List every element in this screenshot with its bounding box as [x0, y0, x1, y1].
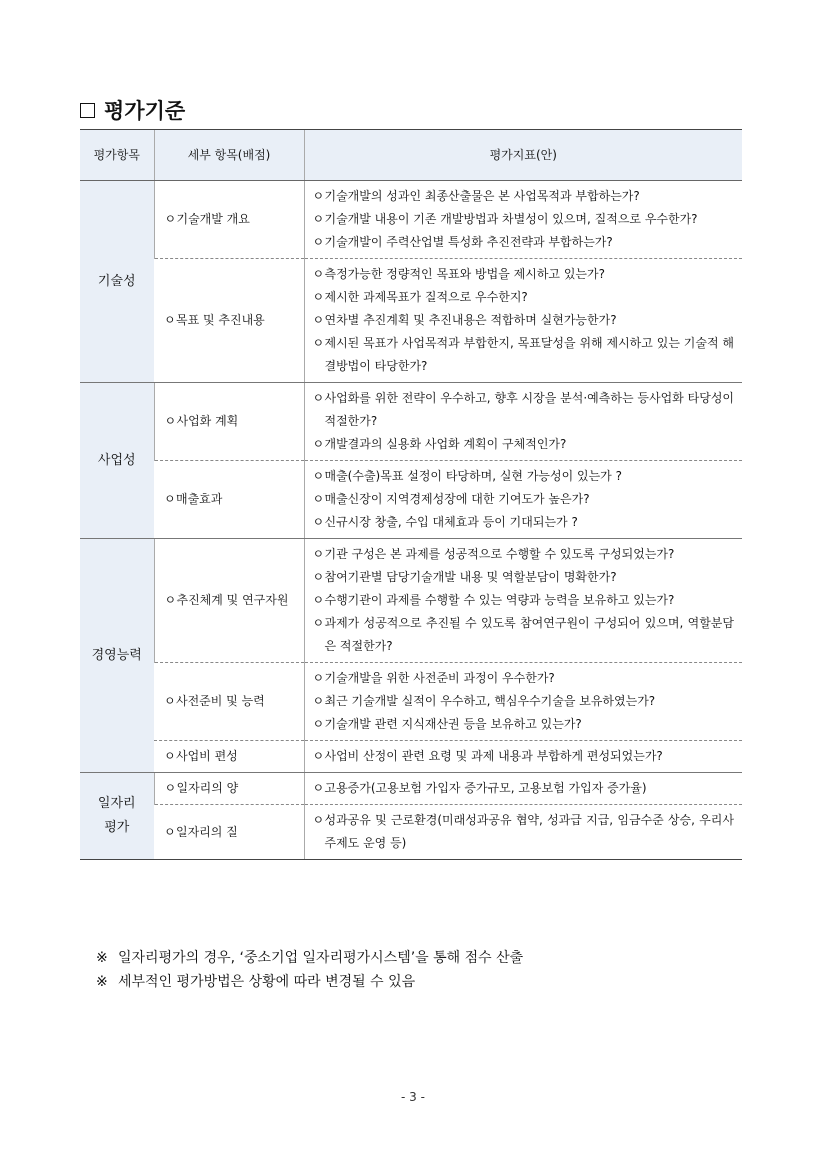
indicator: 사업비 산정이 관련 요령 및 과제 내용과 부합하게 편성되었는가? — [324, 749, 663, 763]
indicator-list: ㅇ 기술개발의 성과인 최종산출물은 본 사업목적과 부합하는가? ㅇ 기술개발 내용이 기존 개발방법과 차별성이 있으며, 질적으로 우수한가? ㅇ 기술개발이 주력산업별 특성화 추진전략과 부합하는가? — [304, 181, 742, 259]
indicator-list: ㅇ 고용증가(고용보험 가입자 증가규모, 고용보험 가입자 증가율) — [304, 773, 742, 805]
indicator: 수행기관이 과제를 수행할 수 있는 역량과 능력을 보유하고 있는가? — [324, 593, 675, 607]
indicator: 개발결과의 실용화 사업화 계획이 구체적인가? — [324, 437, 567, 451]
table-header-row — [80, 130, 742, 181]
indicator: 기관 구성은 본 과제를 성공적으로 수행할 수 있도록 구성되었는가? — [324, 547, 675, 561]
detail-item: ㅇ 추진체계 및 연구자원 — [154, 539, 304, 663]
detail-item: ㅇ 사업화 계획 — [154, 383, 304, 461]
indicator: 기술개발 내용이 기존 개발방법과 차별성이 있으며, 질적으로 우수한가? — [324, 212, 698, 226]
table-row — [80, 181, 742, 259]
category-job: 일자리 평가 — [80, 773, 154, 860]
detail-item: ㅇ 사전준비 및 능력 — [154, 663, 304, 741]
detail-item: ㅇ 일자리의 질 — [154, 805, 304, 860]
reference-mark-icon: ※ — [96, 974, 108, 990]
detail-item: ㅇ 매출효과 — [154, 461, 304, 539]
header-indicator: 평가지표(안) — [304, 130, 742, 181]
table-row — [80, 383, 742, 461]
indicator-list: ㅇ 성과공유 및 근로환경(미래성과공유 협약, 성과급 지급, 임금수준 상승, 우리사주제도 운영 등) — [304, 805, 742, 860]
indicator: 과제가 성공적으로 추진될 수 있도록 참여연구원이 구성되어 있으며, 역할분담은 적절한가? — [324, 616, 734, 653]
indicator: 사업화를 위한 전략이 우수하고, 향후 시장을 분석·예측하는 등사업화 타당성이 적절한가? — [324, 391, 734, 428]
section-title-text: 평가기준 — [104, 99, 186, 123]
indicator: 연차별 추진계획 및 추진내용은 적합하며 실현가능한가? — [324, 313, 617, 327]
evaluation-criteria-table — [80, 129, 742, 860]
indicator: 기술개발을 위한 사전준비 과정이 우수한가? — [324, 671, 555, 685]
indicator: 참여기관별 담당기술개발 내용 및 역할분담이 명확한가? — [324, 570, 617, 584]
reference-mark-icon: ※ — [96, 950, 108, 966]
section-title — [80, 95, 185, 125]
indicator: 기술개발 관련 지식재산권 등을 보유하고 있는가? — [324, 717, 582, 731]
category-mgmt: 경영능력 — [80, 539, 154, 773]
indicator-list: ㅇ 기관 구성은 본 과제를 성공적으로 수행할 수 있도록 구성되었는가? ㅇ 참여기관별 담당기술개발 내용 및 역할분담이 명확한가? ㅇ 수행기관이 과제를 수행할 수 있는 역량과 능력을 보유하고 있는가? ㅇ 과제가 성공적으로 추진될 수 있도록 참여연구원이 구성되어 있으며, 역할분담은 적절한가? — [304, 539, 742, 663]
indicator: 매출(수출)목표 설정이 타당하며, 실현 가능성이 있는가 ? — [324, 469, 622, 483]
notes — [96, 946, 523, 994]
indicator: 매출신장이 지역경제성장에 대한 기여도가 높은가? — [324, 492, 590, 506]
table-row — [80, 461, 742, 539]
detail-item: ㅇ 일자리의 양 — [154, 773, 304, 805]
indicator-list: ㅇ 기술개발을 위한 사전준비 과정이 우수한가? ㅇ 최근 기술개발 실적이 우수하고, 핵심우수기술을 보유하였는가? ㅇ 기술개발 관련 지식재산권 등을 보유하고 있는가? — [304, 663, 742, 741]
header-category: 평가항목 — [80, 130, 154, 181]
indicator: 제시된 목표가 사업목적과 부합한지, 목표달성을 위해 제시하고 있는 기술적 해결방법이 타당한가? — [324, 336, 734, 373]
indicator: 최근 기술개발 실적이 우수하고, 핵심우수기술을 보유하였는가? — [324, 694, 656, 708]
note-item: ※ 일자리평가의 경우, ‘중소기업 일자리평가시스템’을 통해 점수 산출 — [96, 946, 523, 970]
table-row — [80, 663, 742, 741]
indicator-list: ㅇ 사업화를 위한 전략이 우수하고, 향후 시장을 분석·예측하는 등사업화 타당성이 적절한가? ㅇ 개발결과의 실용화 사업화 계획이 구체적인가? — [304, 383, 742, 461]
header-detail-item: 세부 항목(배점) — [154, 130, 304, 181]
indicator: 신규시장 창출, 수입 대체효과 등이 기대되는가 ? — [324, 515, 578, 529]
category-tech: 기술성 — [80, 181, 154, 383]
indicator: 기술개발이 주력산업별 특성화 추진전략과 부합하는가? — [324, 235, 613, 249]
indicator: 제시한 과제목표가 질적으로 우수한지? — [324, 290, 528, 304]
indicator: 측정가능한 정량적인 목표와 방법을 제시하고 있는가? — [324, 267, 605, 281]
table-row — [80, 773, 742, 805]
detail-item: ㅇ 기술개발 개요 — [154, 181, 304, 259]
page-number: - 3 - — [401, 1090, 425, 1104]
detail-item: ㅇ 사업비 편성 — [154, 741, 304, 773]
indicator: 성과공유 및 근로환경(미래성과공유 협약, 성과급 지급, 임금수준 상승, 우리사주제도 운영 등) — [324, 813, 734, 850]
category-biz: 사업성 — [80, 383, 154, 539]
table-row — [80, 805, 742, 860]
indicator-list: ㅇ 매출(수출)목표 설정이 타당하며, 실현 가능성이 있는가 ? ㅇ 매출신장이 지역경제성장에 대한 기여도가 높은가? ㅇ 신규시장 창출, 수입 대체효과 등이 기대되는가 ? — [304, 461, 742, 539]
table-row — [80, 539, 742, 663]
indicator-list: ㅇ 측정가능한 정량적인 목표와 방법을 제시하고 있는가? ㅇ 제시한 과제목표가 질적으로 우수한지? ㅇ 연차별 추진계획 및 추진내용은 적합하며 실현가능한가? ㅇ 제시된 목표가 사업목적과 부합한지, 목표달성을 위해 제시하고 있는 기술적 해결방법이 타당한가? — [304, 259, 742, 383]
note-item: ※ 세부적인 평가방법은 상황에 따라 변경될 수 있음 — [96, 970, 523, 994]
detail-item: ㅇ 목표 및 추진내용 — [154, 259, 304, 383]
table-row — [80, 741, 742, 773]
indicator: 기술개발의 성과인 최종산출물은 본 사업목적과 부합하는가? — [324, 189, 640, 203]
table-row — [80, 259, 742, 383]
checkbox-square-icon — [80, 103, 95, 118]
indicator: 고용증가(고용보험 가입자 증가규모, 고용보험 가입자 증가율) — [324, 781, 647, 795]
indicator-list: ㅇ 사업비 산정이 관련 요령 및 과제 내용과 부합하게 편성되었는가? — [304, 741, 742, 773]
